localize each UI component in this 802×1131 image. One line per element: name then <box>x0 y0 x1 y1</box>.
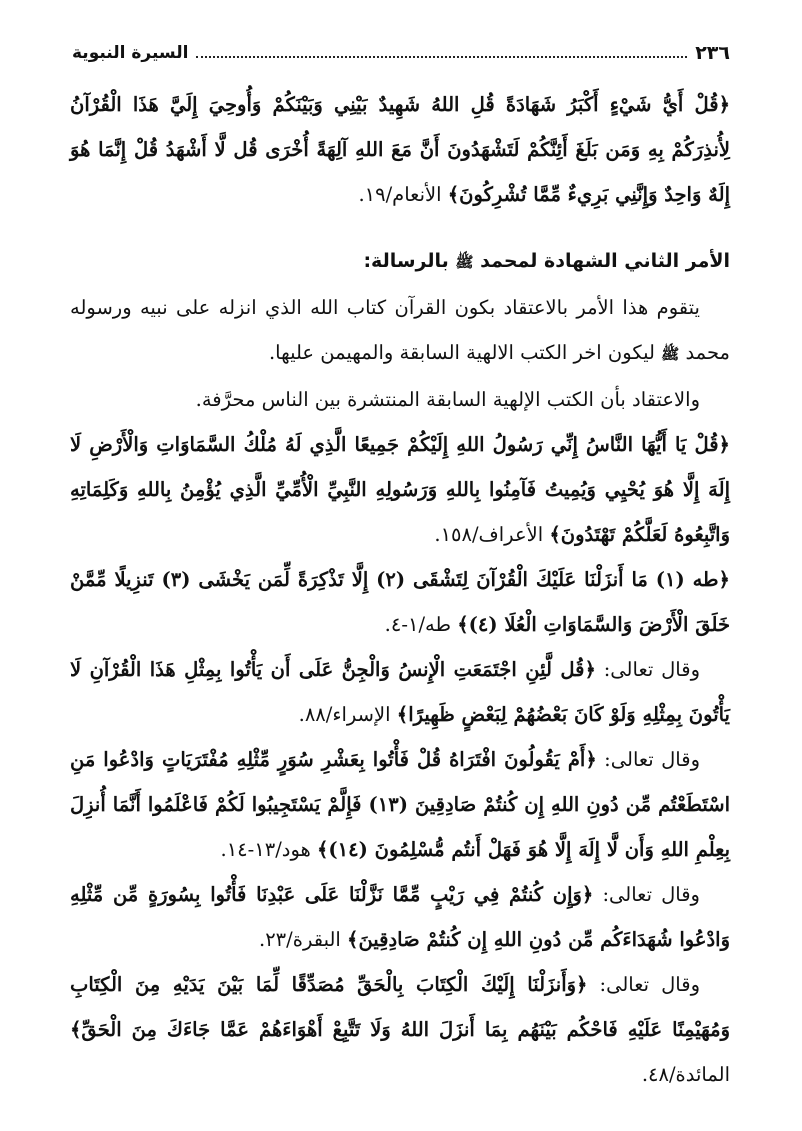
verse-text: ﴿قُلْ يَا أَيُّهَا النَّاسُ إِنِّي رَسُولُ اللهِ إِلَيْكُمْ جَمِيعًا الَّذِي لَهُ مُلْكُ السَّمَاوَاتِ وَالْأَرْضِ لَا إِلَهَ إِلَّا هُوَ يُحْيِي وَيُمِيتُ فَآمِنُوا بِاللهِ وَرَسُولِهِ النَّبِيِّ الْأُمِّيِّ الَّذِي يُؤْمِنُ بِاللهِ وَكَلِمَاتِهِ وَاتَّبِعُوهُ لَعَلَّكُمْ تَهْتَدُونَ﴾ <box>70 433 730 546</box>
verse-reference: المائدة/٤٨. <box>641 1063 730 1086</box>
verse-reference: الأعراف/١٥٨. <box>434 523 550 546</box>
quran-passage-baqara <box>70 872 730 962</box>
section-heading <box>70 239 730 285</box>
intro-text: وقال تعالى: <box>596 748 700 771</box>
quran-passage-taha <box>70 557 730 647</box>
verse-text: ﴿طه (١) مَا أَنزَلْنَا عَلَيْكَ الْقُرْآنَ لِتَشْقَى (٢) إِلَّا تَذْكِرَةً لِّمَن يَخْشَى (٣) تَنزِيلًا مِّمَّنْ خَلَقَ الْأَرْضَ وَالسَّمَاوَاتِ الْعُلَا (٤)﴾ <box>70 568 730 636</box>
verse-text: ﴿أَمْ يَقُولُونَ افْتَرَاهُ قُلْ فَأْتُوا بِعَشْرِ سُوَرٍ مِّثْلِهِ مُفْتَرَيَاتٍ وَادْعُوا مَنِ اسْتَطَعْتُم مِّن دُونِ اللهِ إِن كُنتُمْ صَادِقِينَ (١٣) فَإِلَّمْ يَسْتَجِيبُوا لَكُمْ فَاعْلَمُوا أَنَّمَا أُنزِلَ بِعِلْمِ اللهِ وَأَن لَّا إِلَهَ إِلَّا هُوَ فَهَلْ أَنتُم مُّسْلِمُونَ (١٤)﴾ <box>70 748 730 861</box>
verse-text: ﴿قُلْ أَيُّ شَيْءٍ أَكْبَرُ شَهَادَةً قُلِ اللهُ شَهِيدٌ بَيْنِي وَبَيْنَكُمْ وَأُوحِيَ إِلَيَّ هَذَا الْقُرْآنُ لِأُنذِرَكُمْ بِهِ وَمَن بَلَغَ أَئِنَّكُمْ لَتَشْهَدُونَ أَنَّ مَعَ اللهِ آلِهَةً أُخْرَى قُل لَّا أَشْهَدُ قُلْ إِنَّمَا هُوَ إِلَهٌ وَاحِدٌ وَإِنَّنِي بَرِيءٌ مِّمَّا تُشْرِكُونَ﴾ <box>70 93 730 206</box>
header-dot-leader <box>196 56 687 58</box>
quran-passage-hud <box>70 737 730 872</box>
quran-passage-maida <box>70 962 730 1097</box>
body-paragraph: والاعتقاد بأن الكتب الإلهية السابقة المنتشرة بين الناس محرَّفة. <box>195 388 700 411</box>
heading-text: الأمر الثاني الشهادة لمحمد <box>473 250 730 272</box>
salawat-ligature: ﷺ <box>661 345 680 363</box>
paragraph-text: يتقوم هذا الأمر بالاعتقاد بكون القرآن كتاب الله الذي انزله على نبيه ورسوله محمد <box>70 296 730 364</box>
intro-text: وقال تعالى: <box>595 658 700 681</box>
verse-text: ﴿وَإِن كُنتُمْ فِي رَيْبٍ مِّمَّا نَزَّلْنَا عَلَى عَبْدِنَا فَأْتُوا بِسُورَةٍ مِّن مِّثْلِهِ وَادْعُوا شُهَدَاءَكُم مِّن دُونِ اللهِ إِن كُنتُمْ صَادِقِينَ﴾ <box>70 883 730 951</box>
salawat-ligature: ﷺ <box>455 253 474 271</box>
running-title: السيرة النبوية <box>72 43 189 63</box>
quran-passage-araf <box>70 422 730 557</box>
verse-reference: طه/١-٤. <box>384 613 458 636</box>
quran-passage-anam <box>70 82 730 217</box>
paragraph-text-end: ليكون اخر الكتب الالهية السابقة والمهيمن عليها. <box>268 341 662 364</box>
verse-reference: الإسراء/٨٨. <box>298 703 397 726</box>
heading-text-end: بالرسالة: <box>363 250 456 272</box>
page-body <box>70 82 730 1097</box>
body-paragraph <box>70 285 730 377</box>
verse-text: ﴿قُل لَّئِنِ اجْتَمَعَتِ الْإِنسُ وَالْجِنُّ عَلَى أَن يَأْتُوا بِمِثْلِ هَذَا الْقُرْآنِ لَا يَأْتُونَ بِمِثْلِهِ وَلَوْ كَانَ بَعْضُهُمْ لِبَعْضٍ ظَهِيرًا﴾ <box>70 658 730 726</box>
page-number: ٢٣٦ <box>695 42 730 64</box>
verse-text: ﴿وَأَنزَلْنَا إِلَيْكَ الْكِتَابَ بِالْحَقِّ مُصَدِّقًا لِّمَا بَيْنَ يَدَيْهِ مِنَ الْكِتَابِ وَمُهَيْمِنًا عَلَيْهِ فَاحْكُم بَيْنَهُم بِمَا أَنزَلَ اللهُ وَلَا تَتَّبِعْ أَهْوَاءَهُمْ عَمَّا جَاءَكَ مِنَ الْحَقِّ﴾ <box>70 973 730 1041</box>
verse-reference: البقرة/٢٣. <box>259 928 348 951</box>
section-spacer <box>70 217 730 239</box>
verse-reference: هود/١٣-١٤. <box>220 838 317 861</box>
running-header <box>72 38 730 68</box>
intro-text: وقال تعالى: <box>587 973 700 996</box>
intro-text: وقال تعالى: <box>593 883 700 906</box>
verse-reference: الأنعام/١٩. <box>358 183 448 206</box>
quran-passage-isra <box>70 647 730 737</box>
